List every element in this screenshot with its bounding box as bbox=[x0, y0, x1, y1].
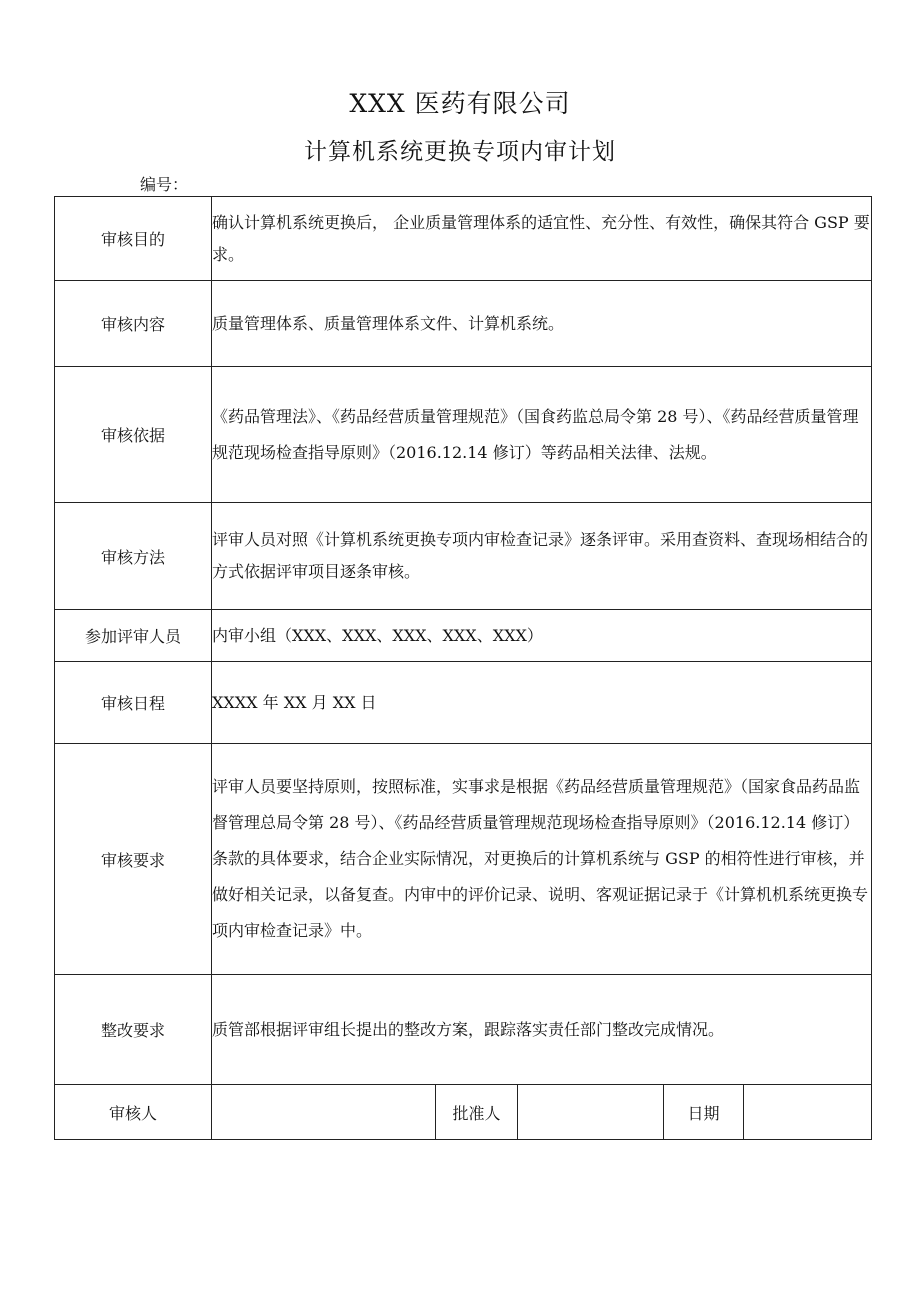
row-content-schedule: XXXX 年 XX 月 XX 日 bbox=[212, 662, 872, 744]
table-row bbox=[55, 281, 872, 367]
row-content-method: 评审人员对照《计算机系统更换专项内审检查记录》逐条评审。采用查资料、查现场相结合的方式依据评审项目逐条审核。 bbox=[212, 503, 872, 610]
signature-row bbox=[55, 1085, 872, 1140]
row-content-basis: 《药品管理法》、《药品经营质量管理规范》（国食药监总局令第 28 号）、《药品经营质量管理规范现场检查指导原则》（2016.12.14 修订）等药品相关法律、法规。 bbox=[212, 367, 872, 503]
document-code-label: 编号： bbox=[140, 175, 189, 194]
row-label-scope: 审核内容 bbox=[55, 281, 212, 367]
row-label-participants: 参加评审人员 bbox=[55, 610, 212, 662]
reviewer-field[interactable] bbox=[212, 1085, 436, 1140]
row-label-schedule: 审核日程 bbox=[55, 662, 212, 744]
table-row bbox=[55, 197, 872, 281]
approver-label: 批准人 bbox=[436, 1085, 518, 1140]
table-row bbox=[55, 367, 872, 503]
table-row bbox=[55, 662, 872, 744]
audit-plan-table bbox=[54, 196, 872, 1140]
row-label-rectification: 整改要求 bbox=[55, 975, 212, 1085]
row-label-basis: 审核依据 bbox=[55, 367, 212, 503]
document-title: 计算机系统更换专项内审计划 bbox=[304, 139, 616, 165]
row-content-rectification: 质管部根据评审组长提出的整改方案，跟踪落实责任部门整改完成情况。 bbox=[212, 975, 872, 1085]
date-field[interactable] bbox=[744, 1085, 872, 1140]
row-label-requirements: 审核要求 bbox=[55, 744, 212, 975]
table-row bbox=[55, 744, 872, 975]
row-content-requirements: 评审人员要坚持原则，按照标准，实事求是根据《药品经营质量管理规范》（国家食品药品监督管理总局令第 28 号）、《药品经营质量管理规范现场检查指导原则》（2016.12.14 修订）条款的具体要求，结合企业实际情况，对更换后的计算机系统与 GSP 的相符性进行审核，并做好相关记录，以备复查。内审中的评价记录、说明、客观证据记录于《计算机机系统更换专项内审检查记录》中。 bbox=[212, 744, 872, 975]
company-title: XXX 医药有限公司 bbox=[349, 89, 571, 118]
row-label-method: 审核方法 bbox=[55, 503, 212, 610]
row-content-purpose: 确认计算机系统更换后， 企业质量管理体系的适宜性、充分性、有效性，确保其符合 GSP 要求。 bbox=[212, 197, 872, 281]
date-label: 日期 bbox=[664, 1085, 744, 1140]
row-label-purpose: 审核目的 bbox=[55, 197, 212, 281]
row-content-participants: 内审小组（XXX、XXX、XXX、XXX、XXX） bbox=[212, 610, 872, 662]
reviewer-label: 审核人 bbox=[55, 1085, 212, 1140]
approver-field[interactable] bbox=[518, 1085, 664, 1140]
table-row bbox=[55, 975, 872, 1085]
table-row bbox=[55, 503, 872, 610]
table-row bbox=[55, 610, 872, 662]
row-content-scope: 质量管理体系、质量管理体系文件、计算机系统。 bbox=[212, 281, 872, 367]
